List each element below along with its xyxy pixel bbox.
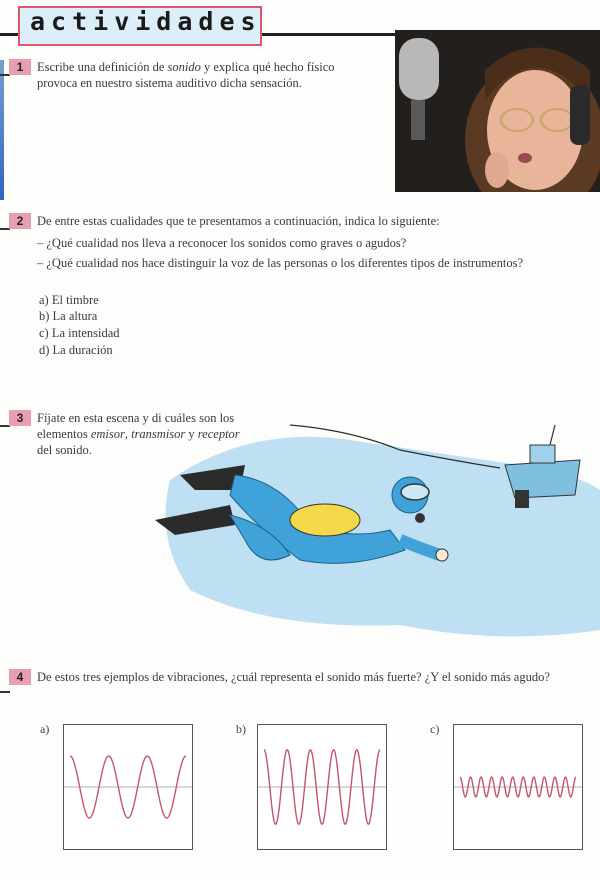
q3-t2b: , bbox=[124, 427, 132, 441]
wave-b-plot bbox=[258, 725, 386, 849]
question-4-text: De estos tres ejemplos de vibraciones, ¿cuál representa el sonido más fuerte? ¿Y el sonido más agudo? bbox=[37, 670, 550, 684]
q1-text-em: sonido bbox=[167, 60, 201, 74]
page-title: actividades bbox=[30, 7, 262, 36]
wave-label-c: c) bbox=[430, 722, 440, 736]
q3-t2a: elementos bbox=[37, 427, 91, 441]
option-a: a) El timbre bbox=[39, 293, 99, 307]
q3-line-3: del sonido. bbox=[37, 443, 92, 457]
question-number-2: 2 bbox=[9, 213, 31, 229]
wave-panel-a bbox=[63, 724, 193, 850]
q3-t2c: y bbox=[185, 427, 198, 441]
girl-microphone-photo bbox=[395, 30, 600, 192]
side-color-bar bbox=[0, 60, 4, 200]
question-number-1: 1 bbox=[9, 59, 31, 75]
wave-panel-c bbox=[453, 724, 583, 850]
question-2-sub-2: – ¿Qué cualidad nos hace distinguir la voz de las personas o los diferentes tipos de instrumentos? bbox=[37, 256, 523, 270]
option-c: c) La intensidad bbox=[39, 326, 120, 340]
wave-c-plot bbox=[454, 725, 582, 849]
wave-label-a: a) bbox=[40, 722, 50, 736]
question-1-text bbox=[37, 59, 377, 91]
question-2-sub-1: – ¿Qué cualidad nos lleva a reconocer los sonidos como graves o agudos? bbox=[37, 236, 407, 250]
q3-line-1: Fíjate en esta escena y di cuáles son los bbox=[37, 411, 235, 425]
q1-text-b: y explica qué hecho físico provoca en nuestro sistema auditivo dicha sensación. bbox=[37, 60, 335, 90]
wave-a-plot bbox=[64, 725, 192, 849]
q3-receptor: receptor bbox=[197, 427, 240, 441]
q3-emisor: emisor bbox=[90, 427, 125, 441]
question-number-3: 3 bbox=[9, 410, 31, 426]
q1-text-a: Escribe una definición de bbox=[37, 60, 168, 74]
wave-panel-b bbox=[257, 724, 387, 850]
diver-boat-illustration bbox=[150, 420, 600, 645]
badge-rule bbox=[0, 691, 10, 693]
photo-illustration bbox=[395, 30, 600, 192]
q3-transmisor: transmisor bbox=[131, 427, 186, 441]
question-2-intro: De entre estas cualidades que te presentamos a continuación, indica lo siguiente: bbox=[37, 214, 440, 228]
diver-scene bbox=[150, 420, 600, 645]
question-number-4: 4 bbox=[9, 669, 31, 685]
wave-label-b: b) bbox=[236, 722, 246, 736]
option-b: b) La altura bbox=[39, 309, 98, 323]
option-d: d) La duración bbox=[39, 343, 113, 357]
